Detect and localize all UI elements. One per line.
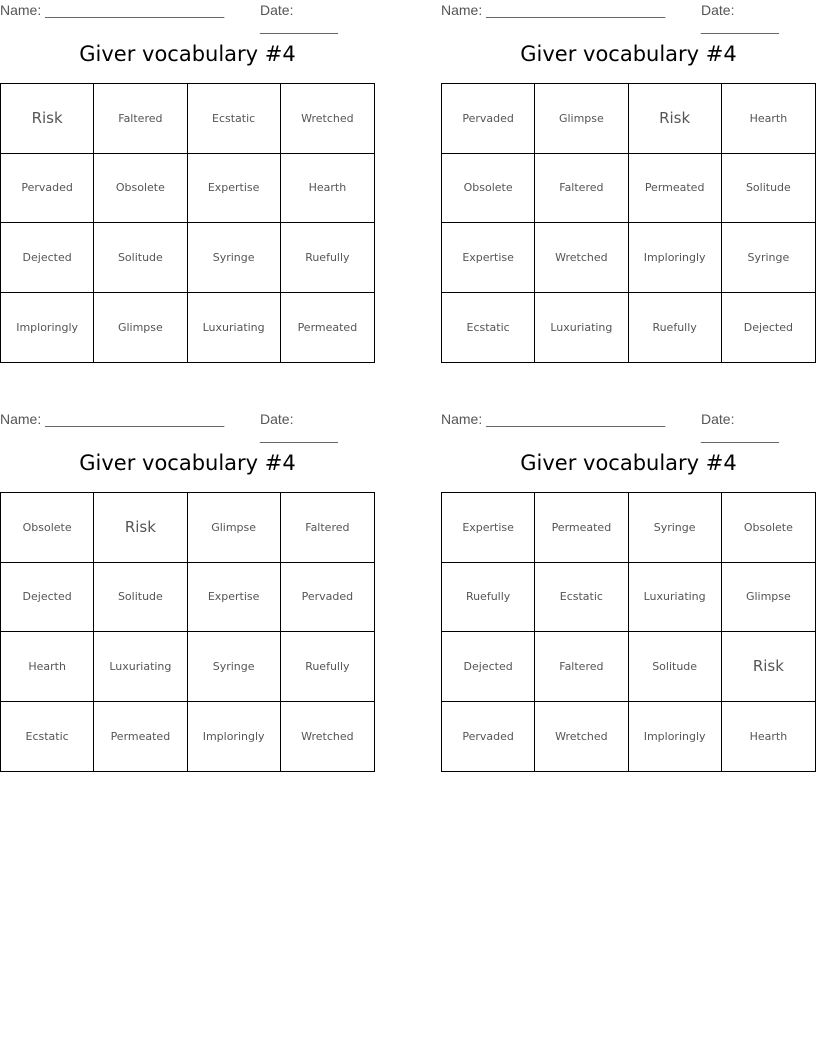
bingo-cell: Permeated [535,493,628,563]
bingo-cell: Risk [629,84,722,154]
bingo-cell: Expertise [188,154,281,224]
bingo-cell: Luxuriating [535,293,628,363]
bingo-card [441,0,816,370]
bingo-grid [441,83,816,363]
bingo-card [441,409,816,779]
bingo-cell: Hearth [722,84,815,154]
bingo-grid [0,83,375,363]
bingo-cell: Permeated [297,320,358,334]
bingo-cell: Luxuriating [94,632,187,702]
bingo-cell: Ecstatic [1,702,94,772]
bingo-cell: Wretched [281,84,374,154]
bingo-cell: Expertise [442,493,535,563]
bingo-cell: Glimpse [188,493,281,563]
bingo-cell: Luxuriating [188,293,281,363]
card-title: Giver vocabulary #4 [520,42,737,66]
bingo-cell: Solitude [94,223,187,293]
bingo-cell: Wretched [535,702,628,772]
bingo-cell: Expertise [188,563,281,633]
bingo-cell: Risk [94,493,187,563]
card-header [441,2,816,34]
bingo-cell: Hearth [1,632,94,702]
bingo-cell: Ecstatic [188,84,281,154]
bingo-cell: Imploringly [1,293,94,363]
bingo-cell: Obsolete [1,493,94,563]
bingo-cell: Expertise [442,223,535,293]
bingo-cell: Ecstatic [442,293,535,363]
bingo-grid [0,492,375,772]
bingo-cell: Risk [722,632,815,702]
bingo-cell: Dejected [1,563,94,633]
bingo-cell: Imploringly [629,702,722,772]
card-header [0,411,375,443]
bingo-cell: Luxuriating [629,563,722,633]
card-title: Giver vocabulary #4 [79,42,296,66]
bingo-cell: Imploringly [629,223,722,293]
bingo-cell: Dejected [743,320,793,334]
bingo-cell: Syringe [188,223,281,293]
bingo-cell: Pervaded [442,702,535,772]
card-header [0,2,375,34]
bingo-cell: Risk [1,84,94,154]
bingo-cell: Syringe [188,632,281,702]
bingo-cell: Ruefully [442,563,535,633]
bingo-cell: Ruefully [629,293,722,363]
bingo-cell: Ruefully [281,223,374,293]
bingo-cell: Hearth [749,729,788,743]
bingo-cell: Faltered [535,154,628,224]
bingo-cell: Glimpse [94,293,187,363]
bingo-cell: Ruefully [281,632,374,702]
name-field-label: Name: _______________________ [0,2,225,18]
date-field-label: Date: __________ [260,2,338,34]
bingo-cell: Pervaded [1,154,94,224]
bingo-cell: Syringe [722,223,815,293]
date-field-label: Date: __________ [701,411,779,443]
bingo-cell: Wretched [535,223,628,293]
bingo-cell: Faltered [281,493,374,563]
bingo-cell: Solitude [94,563,187,633]
bingo-cell: Pervaded [281,563,374,633]
bingo-cell: Obsolete [442,154,535,224]
bingo-cell: Dejected [1,223,94,293]
name-field-label: Name: _______________________ [0,411,225,427]
bingo-cell: Glimpse [722,563,815,633]
bingo-cell: Ecstatic [535,563,628,633]
bingo-cell: Pervaded [442,84,535,154]
bingo-card [0,409,375,779]
name-field-label: Name: _______________________ [441,2,666,18]
bingo-cell: Permeated [94,702,187,772]
bingo-cell: Imploringly [188,702,281,772]
bingo-cell: Wretched [301,729,354,743]
bingo-cell: Faltered [94,84,187,154]
bingo-cell: Glimpse [535,84,628,154]
card-title: Giver vocabulary #4 [520,451,737,475]
card-header [441,411,816,443]
date-field-label: Date: __________ [260,411,338,443]
bingo-cell: Obsolete [722,493,815,563]
name-field-label: Name: _______________________ [441,411,666,427]
bingo-cell: Faltered [535,632,628,702]
bingo-cell: Permeated [629,154,722,224]
bingo-cell: Hearth [281,154,374,224]
date-field-label: Date: __________ [701,2,779,34]
bingo-card [0,0,375,370]
bingo-cell: Solitude [629,632,722,702]
card-title: Giver vocabulary #4 [79,451,296,475]
bingo-grid [441,492,816,772]
bingo-cell: Syringe [629,493,722,563]
bingo-cell: Dejected [442,632,535,702]
bingo-cell: Obsolete [94,154,187,224]
bingo-cell: Solitude [722,154,815,224]
